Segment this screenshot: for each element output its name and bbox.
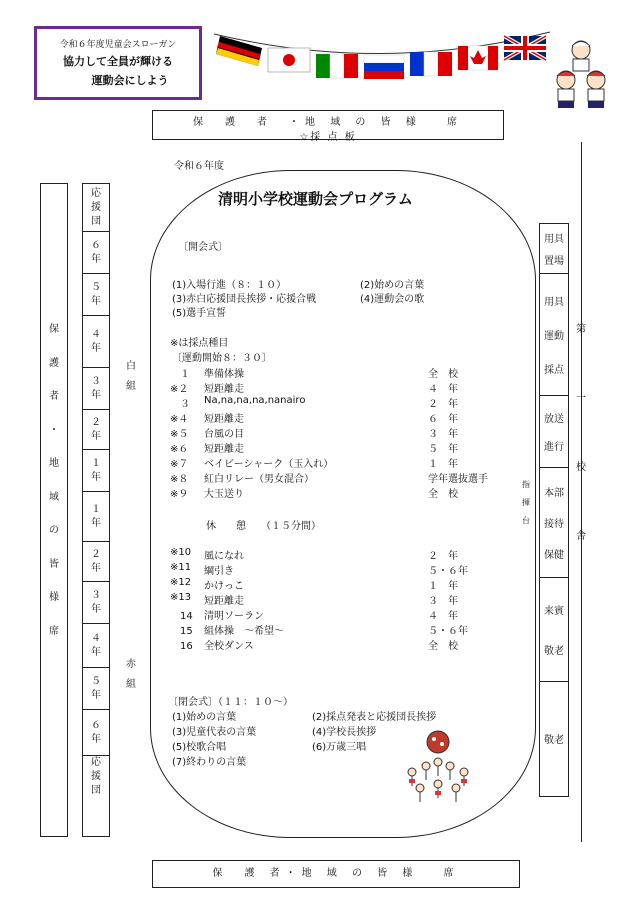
grade-cell-char: 年 <box>91 342 101 354</box>
event-no: １ <box>170 369 190 380</box>
flag-japan <box>268 48 310 72</box>
event-name: 全校ダンス <box>204 641 254 652</box>
event-grade: ５・６年 <box>428 626 468 637</box>
flag-germany <box>216 36 262 66</box>
right-area-cell <box>540 396 568 468</box>
grade-cell-char: 年 <box>91 430 101 442</box>
guardian-char: 域 <box>49 491 59 503</box>
grade-cell <box>83 710 109 756</box>
grade-cell-char: ３ <box>91 375 101 387</box>
event-name: Na,na,na,na,nanairo <box>204 395 306 406</box>
opening-item: (4)運動会の歌 <box>360 294 425 305</box>
grade-cell-char: 団 <box>91 785 101 796</box>
grade-cell-char: 応 <box>91 187 101 199</box>
event-no: 15 <box>170 626 193 637</box>
grade-cell <box>83 668 109 710</box>
grade-cell-char: 年 <box>91 733 101 745</box>
opening-item: (5)選手宣誓 <box>172 308 227 319</box>
grade-cell <box>83 542 109 582</box>
grade-cell <box>83 410 109 450</box>
closing-item: (7)終わりの言葉 <box>172 757 247 768</box>
command-stand-char: 台 <box>522 516 530 525</box>
grade-cell-char: 援 <box>91 771 101 782</box>
event-name: かけっこ <box>204 581 244 592</box>
event-no: ※13 <box>170 592 192 603</box>
children-pyramid-illustration <box>550 34 612 114</box>
grade-cell-char: 年 <box>91 517 101 529</box>
flag-uk <box>504 36 546 60</box>
closing-item: (2)採点発表と応援団長挨拶 <box>312 712 437 723</box>
event-grade: ３ 年 <box>428 429 458 440</box>
grade-cell-char: 援 <box>91 201 101 213</box>
event-grade: ５・６年 <box>428 566 468 577</box>
grade-cell-char: ５ <box>91 281 101 293</box>
grade-cell <box>83 368 109 410</box>
flag-italy <box>316 54 358 78</box>
guardian-seats-bottom <box>152 860 520 888</box>
event-no: ※６ <box>170 444 189 455</box>
guardian-seats-bottom-label: 保 護 者・地 域 の 皆 様 席 <box>212 868 460 879</box>
grade-cell <box>83 450 109 492</box>
right-area-cell <box>540 274 568 396</box>
guardian-char: 様 <box>49 592 59 603</box>
guardian-seats-left <box>40 183 68 837</box>
opening-header: 〔開会式〕 <box>178 242 228 253</box>
grade-cell-char: ６ <box>91 719 101 731</box>
event-name: 風になれ <box>204 551 244 562</box>
grade-cell-char: 年 <box>91 253 101 265</box>
guardian-char: 護 <box>49 357 59 369</box>
event-no: ※５ <box>170 429 189 440</box>
opening-item: (1)入場行進（８：１０） <box>172 280 287 291</box>
right-area-label: 敬老 <box>544 735 564 746</box>
event-no: ※12 <box>170 577 192 588</box>
event-no: ※４ <box>170 414 189 425</box>
event-grade: ５ 年 <box>428 444 458 455</box>
grade-cell <box>83 756 109 798</box>
closing-header: 〔閉会式〕（１１：１０～） <box>168 697 293 708</box>
right-area-label: 接待 <box>544 519 564 530</box>
slogan-box <box>34 26 202 100</box>
right-area-label: 進行 <box>544 442 564 454</box>
event-name: 紅白リレー（男女混合） <box>204 474 314 485</box>
grade-cell <box>83 232 109 274</box>
event-grade: ２ 年 <box>428 551 458 562</box>
flag-russia <box>364 55 404 79</box>
year-label: 令和６年度 <box>174 161 224 172</box>
event-no: 14 <box>170 611 193 622</box>
command-stand-char: 指 <box>522 480 530 489</box>
grade-cell-char: ３ <box>91 589 101 601</box>
team-white-char: 組 <box>126 381 136 392</box>
opening-item: (2)始めの言葉 <box>360 280 425 291</box>
grade-cell-char: ４ <box>91 632 101 644</box>
event-grade: 全 校 <box>428 641 458 652</box>
event-no: ３ <box>170 399 190 410</box>
right-area-label: 敬老 <box>544 645 564 657</box>
grade-cell-char: １ <box>91 503 101 515</box>
guardian-seats-left-label <box>41 320 67 641</box>
grade-cell-char: 応 <box>91 757 101 768</box>
right-area-column <box>539 223 569 797</box>
grade-cell-char: ２ <box>91 416 101 428</box>
slogan-line-1: 協力して全員が輝ける <box>63 55 173 68</box>
right-area-label: 運動 <box>544 331 564 342</box>
program-title: 清明小学校運動会プログラム <box>218 190 413 208</box>
grade-cell-char: 年 <box>91 603 101 615</box>
event-no: ※９ <box>170 489 189 500</box>
event-name: 台風の目 <box>204 429 244 440</box>
opening-item: (3)赤白応援団長挨拶・応援合戦 <box>172 294 317 305</box>
grade-cell <box>83 582 109 624</box>
grade-cell <box>83 184 109 232</box>
right-area-cell <box>540 224 568 274</box>
event-grade: １ 年 <box>428 459 458 470</box>
event-grade: 全 校 <box>428 369 458 380</box>
right-area-label: 用具 <box>544 234 564 246</box>
grade-cell-char: 年 <box>91 389 101 401</box>
flag-garland <box>212 22 552 82</box>
event-name: 短距離走 <box>204 596 244 607</box>
red-team-label <box>124 658 138 698</box>
grade-cell-char: 年 <box>91 295 101 307</box>
team-red-char: 組 <box>126 679 136 690</box>
grade-cell <box>83 492 109 542</box>
closing-item: (6)万歳三唱 <box>312 742 367 753</box>
guardian-char: 者 <box>49 391 59 402</box>
grade-cell-char: １ <box>91 457 101 469</box>
team-white-char: 白 <box>126 361 136 372</box>
event-grade: 全 校 <box>428 489 458 500</box>
closing-item: (5)校歌合唱 <box>172 742 227 753</box>
school-building-char: 一 <box>576 393 586 404</box>
grade-cell-char: ２ <box>91 548 101 560</box>
event-name: 清明ソーラン <box>204 611 264 622</box>
command-stand-label <box>521 480 531 534</box>
school-building-char: 校 <box>576 462 586 473</box>
event-no: ※８ <box>170 474 189 485</box>
flag-france <box>410 52 452 76</box>
event-name: 短距離走 <box>204 414 244 425</box>
closing-item: (1)始めの言葉 <box>172 712 237 723</box>
flag-canada <box>458 46 498 70</box>
grade-cell <box>83 624 109 668</box>
event-grade: ４ 年 <box>428 384 458 395</box>
event-grade: ４ 年 <box>428 611 458 622</box>
scored-note: ※は採点種目 <box>170 338 229 349</box>
event-name: 大玉送り <box>204 489 244 500</box>
cheering-children-illustration <box>398 728 478 808</box>
closing-item: (4)学校長挨拶 <box>312 727 377 738</box>
event-grade: ２ 年 <box>428 399 458 410</box>
event-grade: １ 年 <box>428 581 458 592</box>
school-building-char: 舎 <box>576 531 586 542</box>
event-name: 綱引き <box>204 566 234 577</box>
event-name: 準備体操 <box>204 369 244 380</box>
school-building-char: 第 <box>576 324 586 335</box>
guardian-char: 保 <box>49 324 59 335</box>
right-area-cell <box>540 578 568 682</box>
closing-item: (3)児童代表の言葉 <box>172 727 257 738</box>
grade-cell-char: 団 <box>91 215 101 227</box>
right-area-cell <box>540 682 568 795</box>
slogan-line-2: 運動会にしよう <box>91 74 169 87</box>
grade-cell <box>83 316 109 368</box>
grade-cell-char: 年 <box>91 562 101 574</box>
team-red-char: 赤 <box>126 659 136 670</box>
right-area-label: 置場 <box>544 255 564 267</box>
guardian-char: 皆 <box>49 558 59 570</box>
scoreboard-label: ☆採 点 板 <box>299 132 357 143</box>
right-area-label: 採点 <box>544 365 564 376</box>
event-name: 短距離走 <box>204 444 244 455</box>
event-no: ※10 <box>170 547 192 558</box>
grade-cell-char: 年 <box>91 689 101 701</box>
grade-cell <box>83 274 109 316</box>
event-no: 16 <box>170 641 193 652</box>
right-area-label: 用具 <box>544 297 564 308</box>
event-no: ※２ <box>170 384 189 395</box>
guardian-seats-top-label: 保 護 者 ・地 域 の 皆 様 席 <box>193 117 463 128</box>
grade-cell-char: ５ <box>91 675 101 687</box>
slogan-title: 令和６年度児童会スローガン <box>59 40 177 50</box>
grade-cell-char: 年 <box>91 471 101 483</box>
event-name: 組体操 ～希望～ <box>204 626 284 637</box>
grade-cell-char: ６ <box>91 239 101 251</box>
white-team-label <box>124 360 138 400</box>
break-label: 休 憩 （１５分間） <box>206 521 321 532</box>
right-area-label: 来賓 <box>544 606 564 618</box>
guardian-seats-top <box>152 110 504 143</box>
grade-cell-char: 年 <box>91 646 101 658</box>
start-time: 〔運動開始８：３０〕 <box>172 353 272 364</box>
right-area-label: 放送 <box>544 413 564 425</box>
guardian-char: ・ <box>49 424 59 436</box>
event-no: ※７ <box>170 459 189 470</box>
event-grade: 学年選抜選手 <box>428 474 488 485</box>
grade-seating-column <box>82 183 110 837</box>
right-area-cell <box>540 468 568 578</box>
event-name: 短距離走 <box>204 384 244 395</box>
event-grade: ６ 年 <box>428 414 458 425</box>
event-no: ※11 <box>170 562 192 573</box>
command-stand-char: 揮 <box>522 498 530 507</box>
grade-cell-char: ４ <box>91 328 101 340</box>
guardian-char: 地 <box>49 458 59 469</box>
event-name: ベイビーシャーク（玉入れ） <box>204 459 334 470</box>
guardian-char: 席 <box>49 625 59 637</box>
guardian-char: の <box>49 525 59 536</box>
school-building-label <box>574 320 588 596</box>
right-area-label: 本部 <box>544 488 564 499</box>
right-area-label: 保健 <box>544 550 564 561</box>
event-grade: ３ 年 <box>428 596 458 607</box>
